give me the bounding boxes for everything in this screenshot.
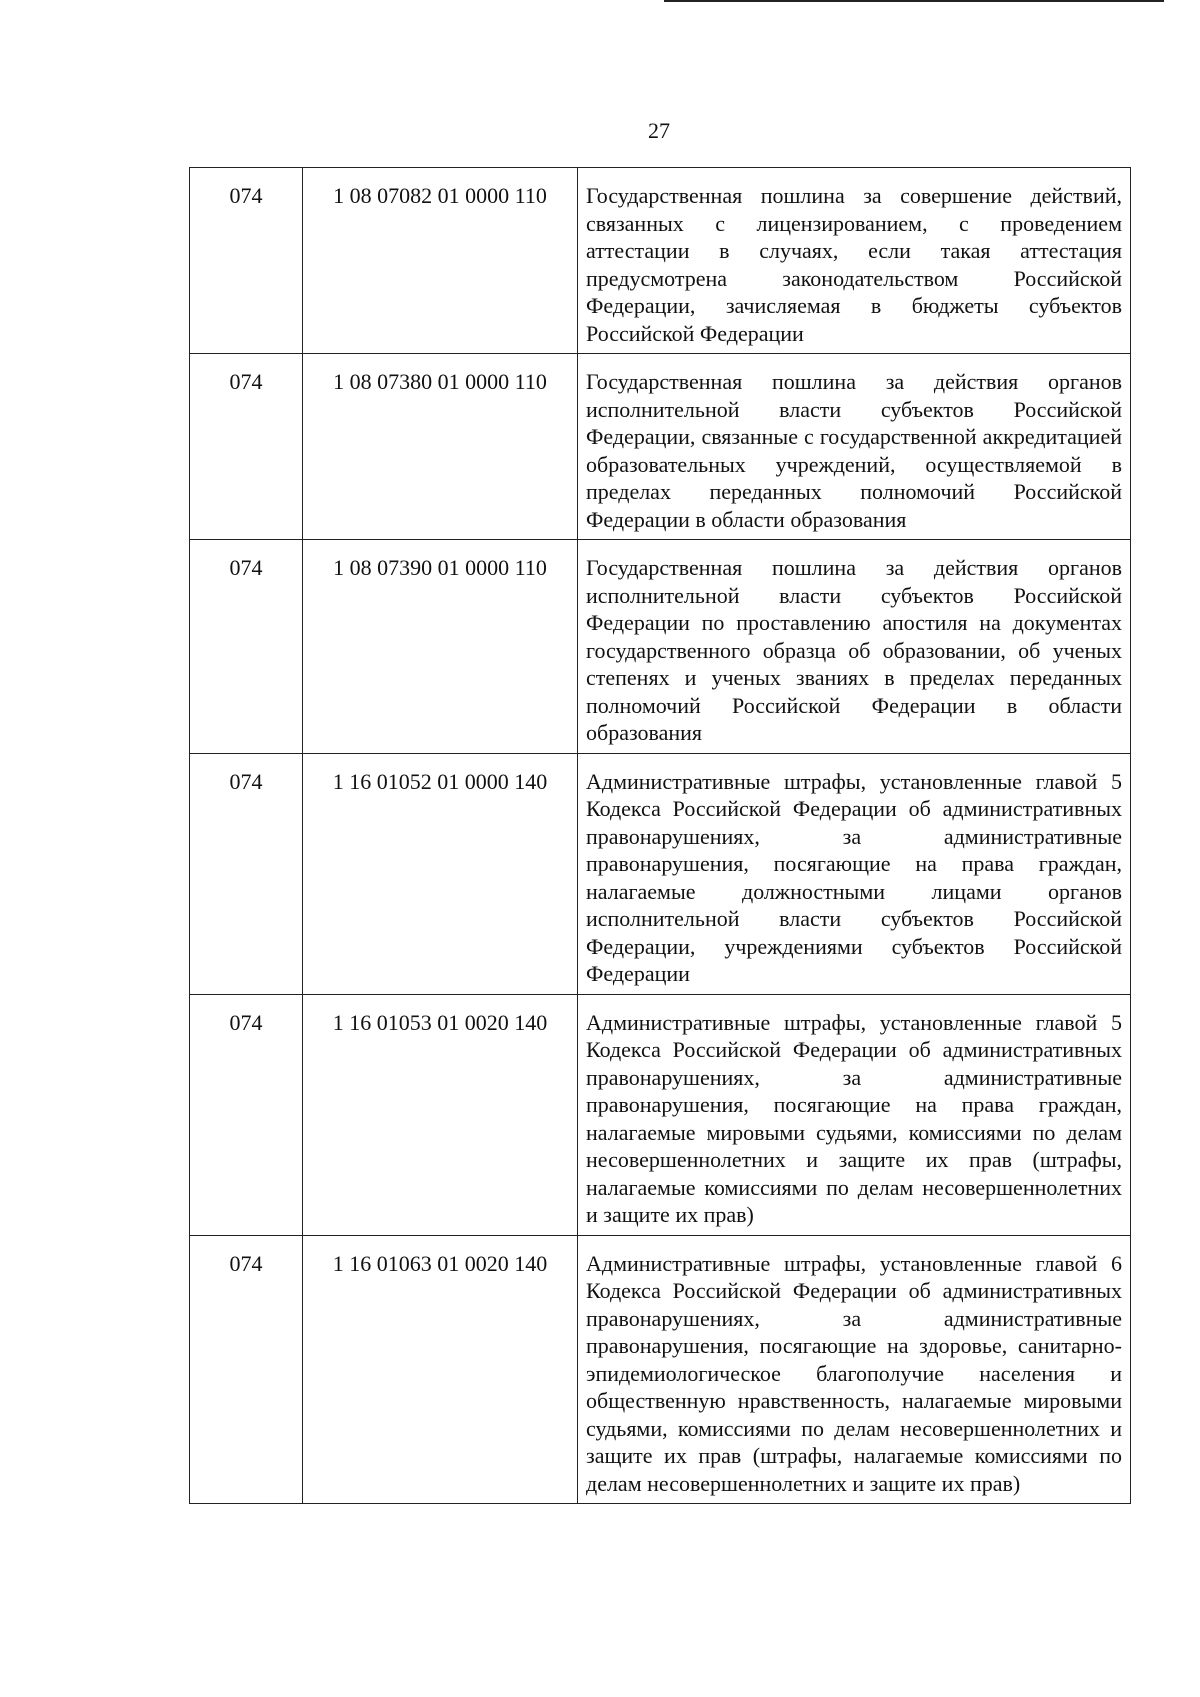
revenue-description: Административные штрафы, установленные главой 6 Кодекса Российской Федерации об административных правонарушениях, за административные правонарушения, посягающие на здоровье, санитарно-эпидемиологическое благополучие населения и общественную нравственность, налагаемые мировыми судьями, комиссиями по делам несовершеннолетних и защите их прав (штрафы, налагаемые комиссиями по делам несовершеннолетних и защите их прав) [578, 1235, 1131, 1504]
administrator-code: 074 [190, 354, 303, 540]
page-number: 27 [648, 118, 670, 143]
revenue-description: Государственная пошлина за совершение действий, связанных с лицензированием, с проведением аттестации в случаях, если такая аттестация предусмотрена законодательством Российской Федерации, зачисляемая в бюджеты субъектов Российской Федерации [578, 168, 1131, 354]
budget-codes-table [189, 167, 1131, 1504]
budget-classification-code: 1 08 07380 01 0000 110 [303, 354, 578, 540]
revenue-description: Государственная пошлина за действия органов исполнительной власти субъектов Российской Федерации по проставлению апостиля на документах государственного образца об образовании, об ученых степенях и ученых званиях в пределах переданных полномочий Российской Федерации в области образования [578, 540, 1131, 754]
budget-classification-code: 1 16 01063 01 0020 140 [303, 1235, 578, 1504]
budget-classification-code: 1 08 07082 01 0000 110 [303, 168, 578, 354]
administrator-code: 074 [190, 753, 303, 994]
administrator-code: 074 [190, 994, 303, 1235]
budget-classification-code: 1 16 01052 01 0000 140 [303, 753, 578, 994]
budget-classification-code: 1 16 01053 01 0020 140 [303, 994, 578, 1235]
table-row [190, 753, 1131, 994]
administrator-code: 074 [190, 540, 303, 754]
table-row [190, 1235, 1131, 1504]
budget-classification-code: 1 08 07390 01 0000 110 [303, 540, 578, 754]
table-row [190, 994, 1131, 1235]
revenue-description: Государственная пошлина за действия органов исполнительной власти субъектов Российской Федерации, связанные с государственной аккредитацией образовательных учреждений, осуществляемой в пределах переданных полномочий Российской Федерации в области образования [578, 354, 1131, 540]
table-row [190, 540, 1131, 754]
administrator-code: 074 [190, 1235, 303, 1504]
table-row [190, 168, 1131, 354]
top-border-line [664, 0, 1164, 2]
revenue-description: Административные штрафы, установленные главой 5 Кодекса Российской Федерации об административных правонарушениях, за административные правонарушения, посягающие на права граждан, налагаемые должностными лицами органов исполнительной власти субъектов Российской Федерации, учреждениями субъектов Российской Федерации [578, 753, 1131, 994]
administrator-code: 074 [190, 168, 303, 354]
revenue-description: Административные штрафы, установленные главой 5 Кодекса Российской Федерации об административных правонарушениях, за административные правонарушения, посягающие на права граждан, налагаемые мировыми судьями, комиссиями по делам несовершеннолетних и защите их прав (штрафы, налагаемые комиссиями по делам несовершеннолетних и защите их прав) [578, 994, 1131, 1235]
table-row [190, 354, 1131, 540]
